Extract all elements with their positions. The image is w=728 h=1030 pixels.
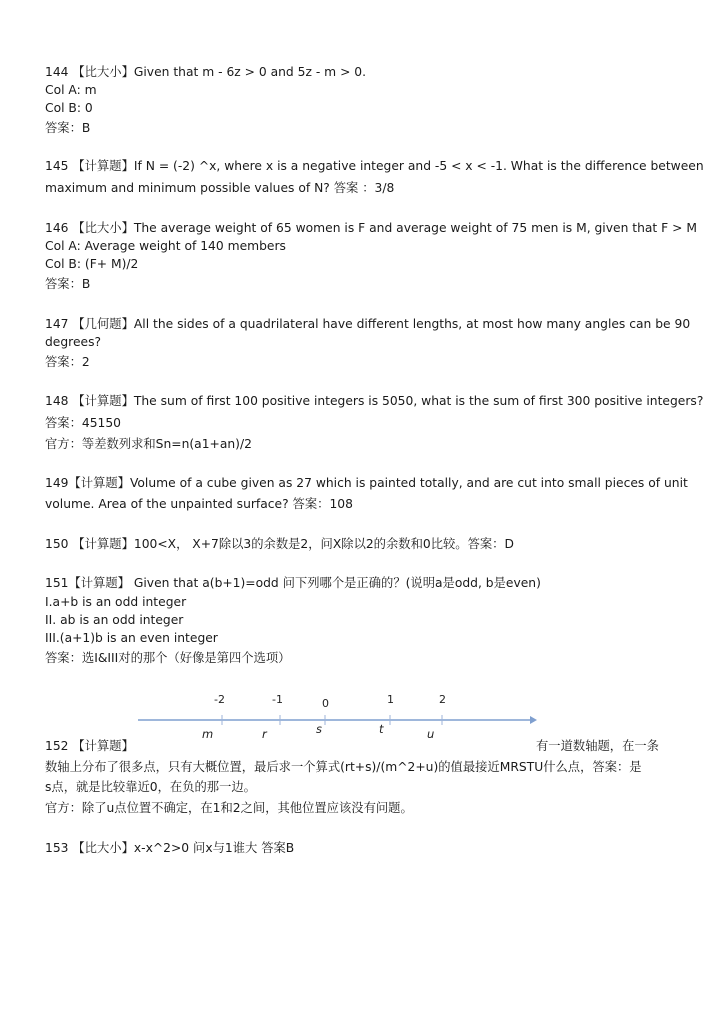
q147-title: 147 【几何题】All the sides of a quadrilateral have different lengths, at most how many angles can be 90	[45, 317, 691, 331]
q145-title: 145 【计算题】If N = (-2) ^x, where x is a negative integer and -5 < x < -1. What is the difference between	[45, 159, 704, 173]
point-label-s: s	[316, 722, 322, 736]
point-label-r: r	[262, 727, 267, 741]
q151-answer: 答案：选I&III对的那个（好像是第四个选项）	[45, 651, 291, 665]
q145-line-2: maximum and minimum possible values of N? 答案 ：3/8	[45, 181, 395, 195]
q153-title: 153 【比大小】x-x^2>0 问x与1谁大 答案B	[45, 841, 295, 855]
number-line-arrow	[530, 716, 537, 724]
q148-official: 官方：等差数列求和Sn=n(a1+an)/2	[45, 437, 252, 451]
q152-line-2: 数轴上分布了很多点，只有大概位置，最后求一个算式(rt+s)/(m^2+u)的值最接近MRSTU什么点，答案：是	[45, 760, 642, 774]
q149-line-2: volume. Area of the unpainted surface? 答案：108	[45, 497, 353, 511]
axis-label-1: 1	[387, 693, 394, 706]
q149-title: 149【计算题】Volume of a cube given as 27 which is painted totally, and are cut into small pieces of unit	[45, 476, 688, 490]
q146-col-b: Col B: (F+ M)/2	[45, 257, 139, 271]
q152-line-3: s点，就是比较靠近0，在负的那一边。	[45, 780, 256, 794]
axis-label-neg2: -2	[214, 693, 225, 706]
point-label-t: t	[379, 722, 384, 736]
q144-answer: 答案：B	[45, 121, 91, 135]
q151-option-2: II. ab is an odd integer	[45, 613, 184, 627]
q144-col-b: Col B: 0	[45, 101, 93, 115]
q147-line-2: degrees?	[45, 335, 102, 349]
q150-title: 150 【计算题】100<X， X+7除以3的余数是2，问X除以2的余数和0比较。答案：D	[45, 537, 514, 551]
q151-option-1: I.a+b is an odd integer	[45, 595, 187, 609]
point-label-u: u	[427, 727, 435, 741]
q152-title: 152 【计算题】	[45, 739, 134, 753]
q144-title: 144 【比大小】Given that m - 6z > 0 and 5z - m > 0.	[45, 65, 367, 79]
q146-title: 146 【比大小】The average weight of 65 women is F and average weight of 75 men is M, given that F > M	[45, 221, 697, 235]
axis-label-2: 2	[439, 693, 446, 706]
point-label-m: m	[202, 727, 214, 741]
q146-col-a: Col A: Average weight of 140 members	[45, 239, 286, 253]
q144-col-a: Col A: m	[45, 83, 97, 97]
q151-option-3: III.(a+1)b is an even integer	[45, 631, 218, 645]
q152-official: 官方：除了u点位置不确定，在1和2之间，其他位置应该没有问题。	[45, 801, 413, 815]
q151-title: 151【计算题】 Given that a(b+1)=odd 问下列哪个是正确的？(说明a是odd, b是even)	[45, 576, 541, 590]
q148-title: 148 【计算题】The sum of first 100 positive integers is 5050, what is the sum of first 300 positive integers?	[45, 394, 704, 408]
q147-answer: 答案：2	[45, 355, 90, 369]
q148-answer: 答案：45150	[45, 416, 122, 430]
axis-label-neg1: -1	[272, 693, 283, 706]
q146-answer: 答案：B	[45, 277, 91, 291]
axis-label-0: 0	[322, 697, 329, 710]
q152-text-start: 有一道数轴题，在一条	[536, 739, 659, 753]
